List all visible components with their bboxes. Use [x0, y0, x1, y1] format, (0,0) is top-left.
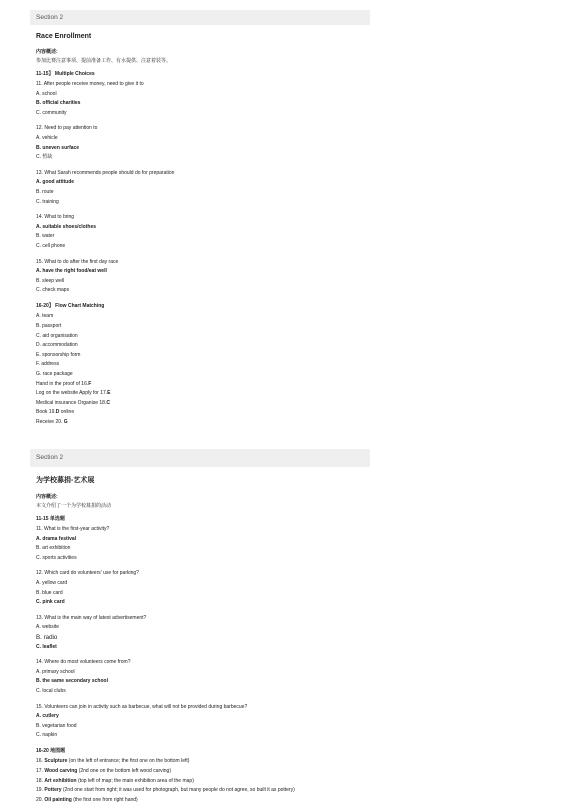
flow-option: A. team [36, 313, 54, 320]
question-block [36, 614, 370, 652]
summary-text: 参加比赛注意事项、提前准备工作、有水提供、注意着装等。 [36, 57, 172, 64]
flow-answer-letter: G [63, 418, 68, 425]
summary-text: 本文介绍了一个为学校募捐的活动 [36, 502, 112, 509]
correct-option: C. leaflet [36, 643, 57, 650]
summary-label: 内容概述: [36, 49, 58, 55]
question-block [36, 569, 370, 607]
answer-option: C. training [36, 198, 59, 205]
map-answer [36, 796, 370, 806]
map-answer-list [36, 757, 370, 805]
answer-option: B. vegetarian food [36, 722, 77, 729]
flow-option: D. accommodation [36, 342, 78, 349]
answer-option: A. website [36, 624, 60, 631]
answer-option: C. sports activities [36, 554, 77, 561]
flow-option: E. sponsorship form [36, 351, 81, 358]
section-race-enrollment [30, 10, 370, 428]
answer-option: B. route [36, 188, 54, 195]
correct-option: B. uneven surface [36, 144, 80, 151]
section-title: 为学校募捐-艺术展 [36, 477, 95, 484]
flow-group-title: 16-20】 Flow Chart Matching [36, 302, 105, 309]
answer-option: A. vehicle [36, 134, 58, 141]
mc-group-title: 11-15 单选题 [36, 515, 65, 522]
map-group-title: 16-20 地图题 [36, 747, 66, 754]
map-answer [36, 786, 370, 796]
correct-option: A. cutlery [36, 713, 59, 720]
flow-step-text: Log on the website Apply for 17. [36, 390, 108, 397]
flow-option: G. race package [36, 370, 73, 377]
correct-option: A. drama festival [36, 535, 77, 542]
answer-option: B. art exhibition [36, 545, 71, 552]
map-answer-value: Sculpture [44, 758, 68, 765]
flow-option: C. aid organisation [36, 332, 78, 339]
question-block [36, 213, 370, 251]
map-answer-number: 20. [36, 796, 45, 803]
flow-answer [36, 399, 370, 409]
answer-option: B. sleep well [36, 277, 65, 284]
question-block [36, 124, 370, 162]
section-title: Race Enrollment [36, 33, 92, 40]
question-block [36, 80, 370, 118]
flow-answer [36, 380, 370, 390]
map-answer [36, 767, 370, 777]
map-answer-note: (2nd one on the bottom left wood carving) [77, 767, 171, 774]
flow-answer-letter: C [106, 399, 110, 406]
question-block [36, 525, 370, 563]
answer-option: B. blue card [36, 589, 63, 596]
answer-option: B. radio [36, 633, 58, 641]
question-text: 14. Where do most volunteers come from? [36, 659, 131, 666]
flow-option-list [36, 312, 370, 379]
answer-option: C. cell phone [36, 242, 66, 249]
correct-option: B. official charities [36, 100, 81, 107]
map-answer [36, 777, 370, 787]
answer-option: C. local clubs [36, 687, 66, 694]
correct-option: B. the same secondary school [36, 678, 108, 685]
flow-step-text: Book 19. [36, 409, 56, 416]
question-text: 15. What to do after the first day race [36, 258, 119, 265]
answer-option: C. community [36, 109, 67, 116]
question-text: 11. What is the first-year activity? [36, 526, 110, 532]
flow-step-suffix: online [59, 409, 75, 416]
flow-option: F. address [36, 361, 60, 368]
question-text: 12. Which card do volunteers' use for parking? [36, 570, 139, 577]
answer-option: C. 暂缺 [36, 154, 53, 161]
correct-option: A. have the right food/eat well [36, 268, 107, 275]
flow-step-text: Medical insurance Organise 18. [36, 399, 107, 406]
section-header: Section 2 [30, 449, 370, 467]
question-list [36, 80, 370, 296]
map-answer [36, 757, 370, 767]
section-art-exhibition [30, 449, 370, 805]
flow-answer-letter: D [55, 409, 60, 416]
summary-label: 内容概述: [36, 494, 58, 500]
question-text: 13. What Sarah recommends people should do for preparation [36, 169, 175, 176]
flow-option: B. passport [36, 322, 62, 329]
map-answer-note: (the first one from right hand) [71, 796, 138, 803]
question-block [36, 258, 370, 296]
question-block [36, 703, 370, 741]
answer-option: C. napkin [36, 732, 58, 739]
flow-step-text: Hand in the proof of 16. [36, 380, 89, 387]
question-text: 12. Need to pay attention to [36, 125, 98, 132]
mc-group-title: 11-15】 Multiple Choices [36, 70, 95, 77]
correct-option: A. good attitude [36, 179, 75, 186]
flow-answer-letter: E [107, 390, 111, 397]
question-text: 15. Volunteers can join in activity such as barbecue, what will not be provided during barbecue? [36, 703, 248, 710]
map-answer-value: Wood carving [44, 767, 78, 774]
map-answer-number: 16. [36, 758, 45, 765]
question-list [36, 525, 370, 741]
flow-answer [36, 418, 370, 428]
section-header: Section 2 [30, 10, 370, 25]
map-answer-value: Art exhibition [44, 777, 77, 784]
map-answer-value: Oil painting [44, 796, 72, 803]
answer-option: A. school [36, 90, 57, 97]
flow-answer [36, 389, 370, 399]
map-answer-note: (on the left of entrance; the first one on the bottom left) [67, 758, 190, 765]
answer-option: B. water [36, 233, 55, 240]
question-block [36, 658, 370, 696]
answer-option: C. check maps [36, 287, 70, 294]
map-answer-note: (2nd one start from right; it was used for photograph, but many people do not agree, so built it as pottery) [61, 787, 295, 794]
question-text: 14. What to bring [36, 214, 75, 221]
question-block [36, 169, 370, 207]
question-text: 13. What is the main way of latest advertisement? [36, 614, 147, 621]
flow-step-text: Receive 20. [36, 418, 64, 425]
map-answer-value: Pottery [44, 787, 62, 794]
flow-answer-list [36, 380, 370, 428]
flow-answer [36, 408, 370, 418]
correct-option: A. suitable shoes/clothes [36, 223, 97, 230]
map-answer-number: 17. [36, 767, 45, 774]
map-answer-number: 18. [36, 777, 45, 784]
map-answer-note: (top left of map; the main exhibition area of the map) [76, 777, 194, 784]
correct-option: C. pink card [36, 599, 65, 606]
map-answer-number: 19. [36, 787, 45, 794]
flow-answer-letter: F [88, 380, 92, 387]
answer-option: A. primary school [36, 668, 75, 675]
answer-option: A. yellow card [36, 579, 68, 586]
question-text: 11. After people receive money, need to give it to [36, 81, 144, 87]
